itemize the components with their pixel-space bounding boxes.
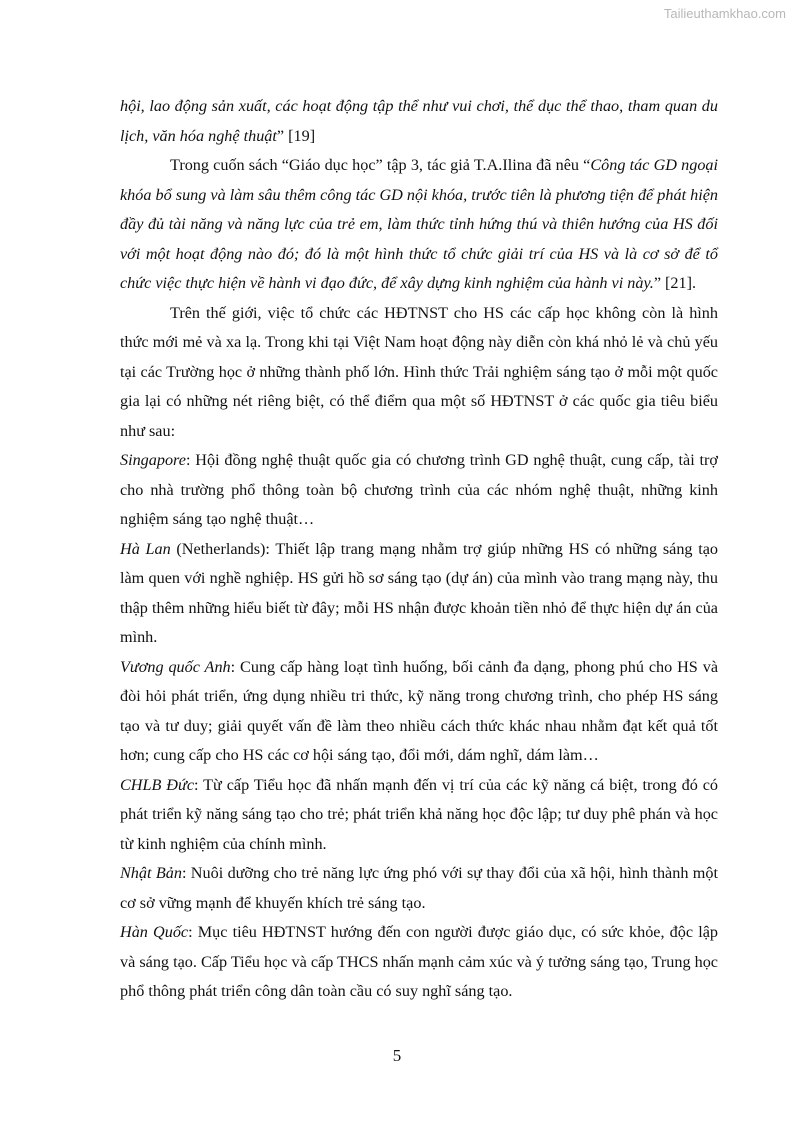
- country-item: [120, 859, 718, 918]
- country-item: [120, 918, 718, 1007]
- watermark: Tailieuthamkhao.com: [663, 6, 786, 21]
- country-name: CHLB Đức: [120, 775, 194, 794]
- paragraph-world: Trên thế giới, việc tổ chức các HĐTNST cho HS các cấp học không còn là hình thức mới mẻ và xa lạ. Trong khi tại Việt Nam hoạt động này diễn còn khá nhỏ lẻ và chủ yếu tại các Trường học ở những thành phố lớn. Hình thức Trải nghiệm sáng tạo ở mỗi một quốc gia lại có những nét riêng biệt, có thể điểm qua một số HĐTNST ở các quốc gia tiêu biểu như sau:: [120, 303, 718, 440]
- country-name: Vương quốc Anh: [120, 657, 231, 676]
- quote-italic: hội, lao động sản xuất, các hoạt động tập thể như vui chơi, thể dục thể thao, tham quan du lịch, văn hóa nghệ thuật: [120, 97, 718, 145]
- paragraph-quote-end: [120, 92, 718, 151]
- document-body: [120, 92, 718, 1007]
- country-item: [120, 653, 718, 771]
- country-name: Nhật Bản: [120, 864, 182, 882]
- citation: ” [21].: [653, 274, 697, 292]
- country-text: : Mục tiêu HĐTNST hướng đến con người được giáo dục, có sức khỏe, độc lập và sáng tạo. Cấp Tiểu học và cấp THCS nhấn mạnh cảm xúc và ý tưởng sáng tạo, Trung học phổ thông phát triển công dân toàn cầu có suy nghĩ sáng tạo.: [120, 923, 718, 1000]
- country-text: : Cung cấp hàng loạt tình huống, bối cảnh đa dạng, phong phú cho HS và đòi hỏi phát triển, ứng dụng nhiều tri thức, kỹ năng trong chương trình, cho phép HS sáng tạo và tư duy; giải quyết vấn đề làm theo nhiều cách thức khác nhau nhằm đạt kết quả tốt hơn; cung cấp cho HS các cơ hội sáng tạo, đổi mới, dám nghĩ, dám làm…: [120, 657, 719, 764]
- page-number: 5: [392, 1046, 402, 1065]
- country-text: : Nuôi dưỡng cho trẻ năng lực ứng phó với sự thay đổi của xã hội, hình thành một cơ sở vững mạnh để khuyến khích trẻ sáng tạo.: [120, 864, 718, 912]
- country-text: : Hội đồng nghệ thuật quốc gia có chương trình GD nghệ thuật, cung cấp, tài trợ cho nhà trường phổ thông toàn bộ chương trình của các nhóm nghệ thuật, những kinh nghiệm sáng tạo nghệ thuật…: [120, 451, 718, 528]
- country-item: [120, 771, 718, 860]
- country-text: (Netherlands): Thiết lập trang mạng nhằm trợ giúp những HS có những sáng tạo làm quen với nghề nghiệp. HS gửi hồ sơ sáng tạo (dự án) của mình vào trang mạng này, thu thập thêm những hiểu biết từ đây; mỗi HS nhận được khoản tiền nhỏ để thực hiện dự án của mình.: [120, 539, 719, 646]
- paragraph-ilina: [120, 151, 718, 299]
- country-name: Hà Lan: [120, 539, 171, 558]
- country-item: [120, 446, 718, 535]
- country-name: Hàn Quốc: [120, 923, 189, 941]
- paragraph-text: Trong cuốn sách “Giáo dục học” tập 3, tác giả T.A.Ilina đã nêu “: [170, 156, 591, 174]
- quote-italic: Công tác GD ngoại khóa bổ sung và làm sâu thêm công tác GD nội khóa, trước tiên là phương tiện để phát hiện đầy đủ tài năng và năng lực của trẻ em, làm thức tỉnh hứng thú và thiên hướng của HS đối với một hoạt động nào đó; đó là một hình thức tổ chức giải trí của HS và là cơ sở để tổ chức việc thực hiện về hành vi đạo đức, để xây dựng kinh nghiệm của hành vi này.: [120, 156, 718, 292]
- citation: ” [19]: [276, 126, 316, 145]
- country-text: : Từ cấp Tiểu học đã nhấn mạnh đến vị trí của các kỹ năng cá biệt, trong đó có phát triển kỹ năng sáng tạo cho trẻ; phát triển khả năng học độc lập; tư duy phê phán và học từ kinh nghiệm của chính mình.: [120, 775, 718, 853]
- country-item: [120, 535, 718, 653]
- country-name: Singapore: [120, 451, 186, 469]
